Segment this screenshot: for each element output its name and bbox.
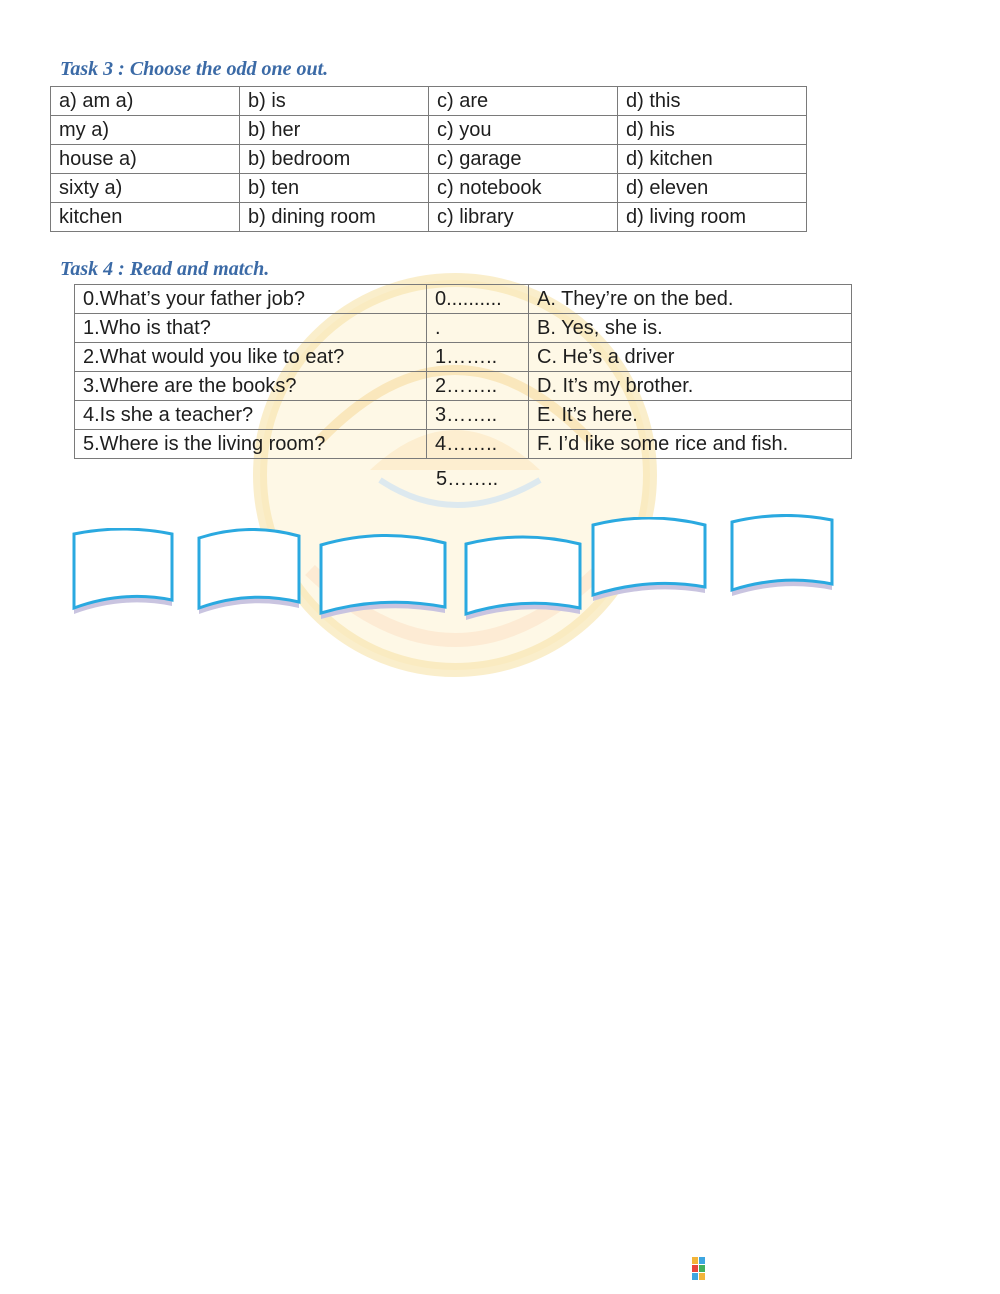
task4-option: F. I’d like some rice and fish. [529, 430, 852, 459]
task4-extra-slot[interactable]: 5…….. [436, 468, 499, 490]
task3-cell: d) living room [618, 203, 807, 232]
table-row [75, 401, 852, 430]
task3-table [50, 86, 807, 232]
task3-cell: b) is [240, 87, 429, 116]
task3-cell: kitchen [51, 203, 240, 232]
task3-cell: b) bedroom [240, 145, 429, 174]
task4-option: B. Yes, she is. [529, 314, 852, 343]
task4-question: 1.Who is that? [75, 314, 427, 343]
task3-cell: d) this [618, 87, 807, 116]
task3-cell: b) dining room [240, 203, 429, 232]
task3-cell: d) eleven [618, 174, 807, 203]
task4-answer-slot[interactable]: 3…….. [427, 401, 529, 430]
task4-option: C. He’s a driver [529, 343, 852, 372]
task3-cell: c) you [429, 116, 618, 145]
task4-option: D. It’s my brother. [529, 372, 852, 401]
task3-cell: b) ten [240, 174, 429, 203]
task4-option: A. They’re on the bed. [529, 285, 852, 314]
table-row [51, 145, 807, 174]
table-row [75, 314, 852, 343]
task4-answer-slot[interactable]: 2…….. [427, 372, 529, 401]
task4-question: 0.What’s your father job? [75, 285, 427, 314]
table-row [51, 174, 807, 203]
task3-cell: c) notebook [429, 174, 618, 203]
task4-answer-slot[interactable]: . [427, 314, 529, 343]
task3-cell: c) garage [429, 145, 618, 174]
task3-cell: c) library [429, 203, 618, 232]
task3-cell: sixty a) [51, 174, 240, 203]
task3-cell: b) her [240, 116, 429, 145]
task4-question: 2.What would you like to eat? [75, 343, 427, 372]
liveworksheets-logo-icon [692, 1257, 714, 1281]
table-row [51, 87, 807, 116]
table-row [75, 430, 852, 459]
task3-cell: house a) [51, 145, 240, 174]
table-row [51, 203, 807, 232]
task4-question: 3.Where are the books? [75, 372, 427, 401]
task3-cell: my a) [51, 116, 240, 145]
task3-title: Task 3 : Choose the odd one out. [60, 58, 329, 80]
task3-cell: d) kitchen [618, 145, 807, 174]
task4-question: 4.Is she a teacher? [75, 401, 427, 430]
table-row [75, 372, 852, 401]
table-row [75, 285, 852, 314]
task3-cell: d) his [618, 116, 807, 145]
table-row [51, 116, 807, 145]
task3-cell: c) are [429, 87, 618, 116]
task4-answer-slot[interactable]: 0.......... [427, 285, 529, 314]
task4-table [74, 284, 852, 459]
task4-option: E. It’s here. [529, 401, 852, 430]
task3-cell: a) am a) [51, 87, 240, 116]
table-row [75, 343, 852, 372]
task4-title: Task 4 : Read and match. [60, 258, 270, 280]
task4-answer-slot[interactable]: 4…….. [427, 430, 529, 459]
task4-question: 5.Where is the living room? [75, 430, 427, 459]
task4-answer-slot[interactable]: 1…….. [427, 343, 529, 372]
